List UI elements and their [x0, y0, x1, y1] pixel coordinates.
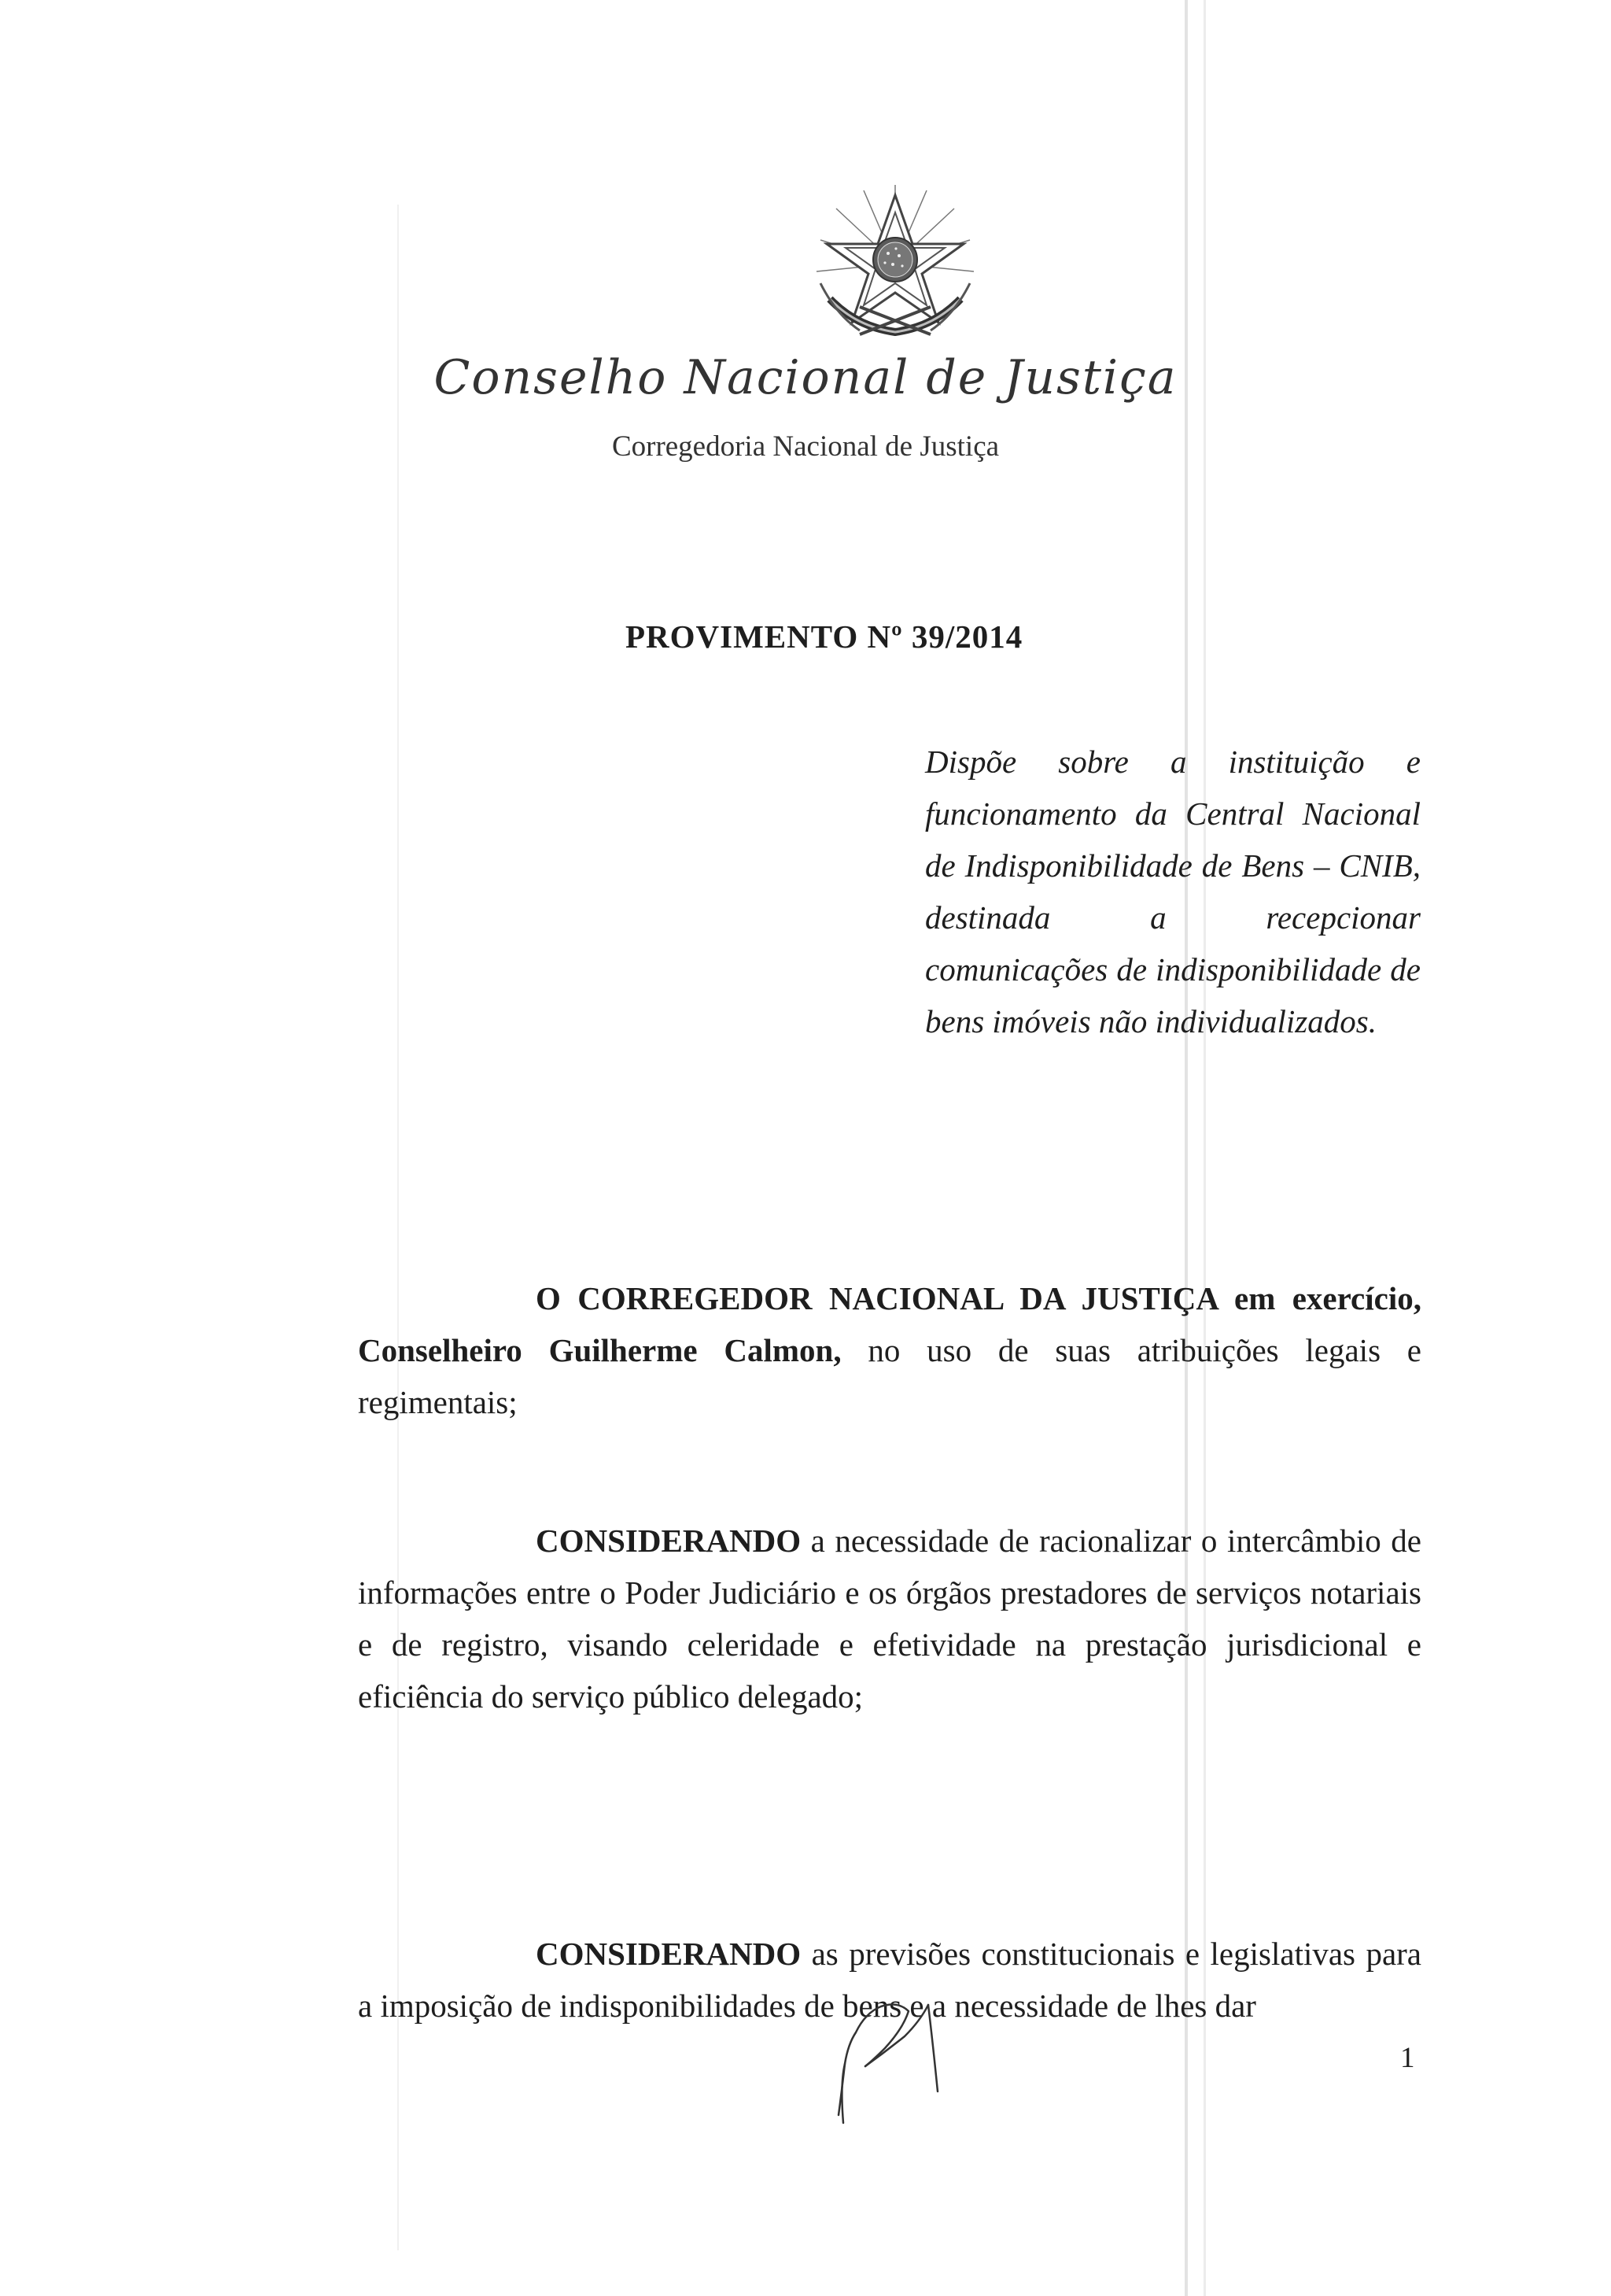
considerando-text: a necessidade de racionalizar o intercâmbio de informações entre o Poder Judiciário e os órgãos prestadores de serviços notariais e de registro, visando celeridade e efetividade na prestação jurisdicional e eficiência do serviço público delegado;	[358, 1523, 1421, 1715]
considerando-lead: CONSIDERANDO	[536, 1936, 802, 1972]
document-title: PROVIMENTO Nº 39/2014	[625, 618, 1023, 655]
handwritten-initials-signature	[810, 1989, 983, 2131]
considerando-text: as previsões constitucionais e legislativas para a imposição de indisponibilidades de bens e a necessidade de lhes dar	[358, 1936, 1421, 2024]
brazil-coat-of-arms-icon	[813, 181, 978, 346]
institution-script-name: Conselho Nacional de Justiça	[433, 350, 1178, 405]
preamble-paragraph	[358, 1272, 1421, 1428]
page-number: 1	[1400, 2042, 1415, 2074]
preamble-text: no uso de suas atribuições legais e regimentais;	[358, 1332, 1421, 1420]
preamble-lead: O CORREGEDOR NACIONAL DA JUSTIÇA em exercício, Conselheiro Guilherme Calmon,	[358, 1280, 1421, 1368]
considerando-paragraph	[358, 1515, 1421, 1722]
considerando-lead: CONSIDERANDO	[536, 1523, 802, 1559]
institution-subtitle: Corregedoria Nacional de Justiça	[611, 430, 1000, 463]
ementa-summary: Dispõe sobre a instituição e funcionamento da Central Nacional de Indisponibilidade de Bens – CNIB, destinada a recepcionar comunicações de indisponibilidade de bens imóveis não individualizados.	[925, 744, 1421, 1039]
